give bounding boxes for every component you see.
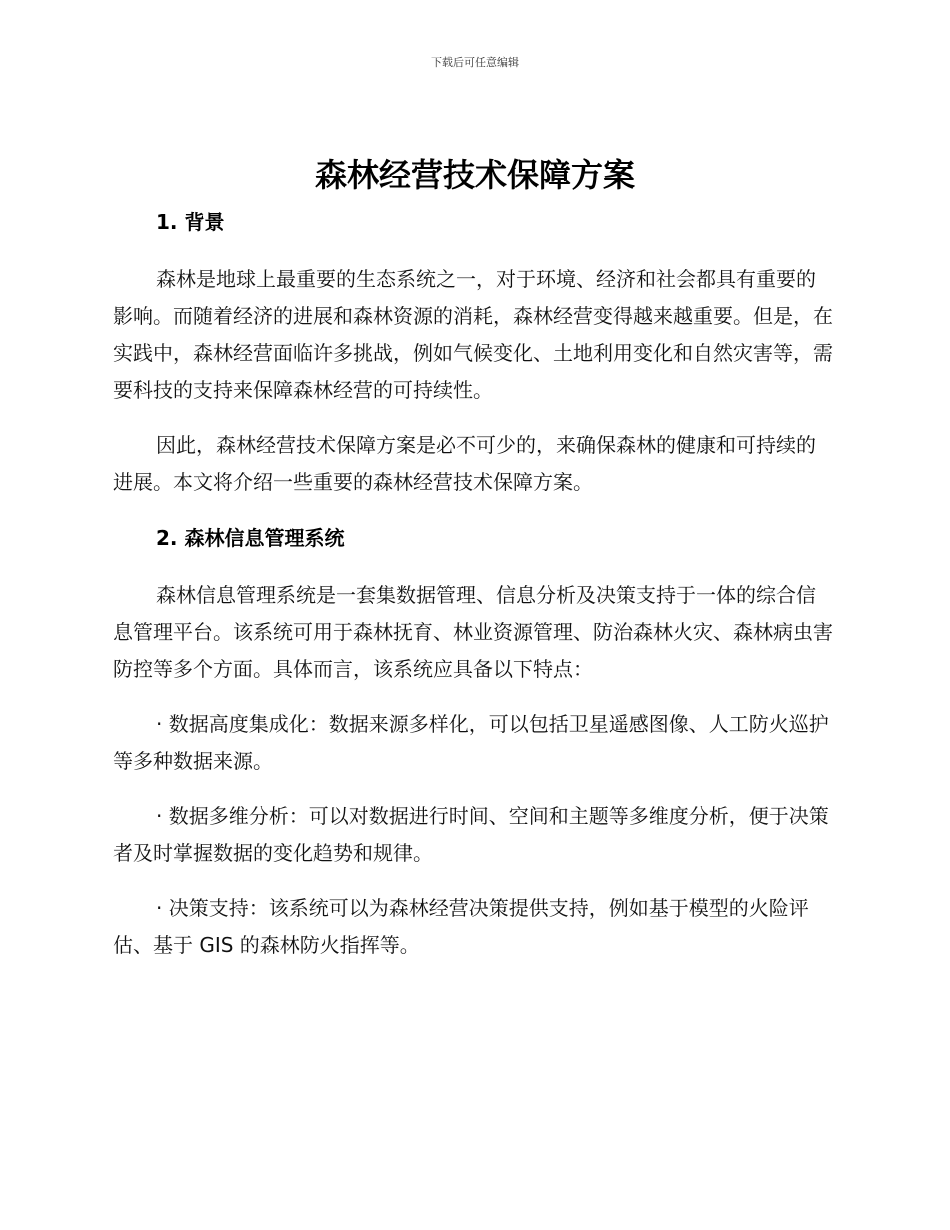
- page-header-note: 下载后可任意编辑: [431, 56, 519, 69]
- document-title: 森林经营技术保障方案: [314, 156, 635, 194]
- section-heading-forest-info-system: 2. 森林信息管理系统: [156, 526, 345, 550]
- section-heading-background: 1. 背景: [156, 210, 225, 234]
- bullet-item-multidimensional-analysis: · 数据多维分析：可以对数据进行时间、空间和主题等多维度分析，便于决策者及时掌握数据的变化趋势和规律。: [113, 804, 829, 865]
- bullet-item-data-integration: · 数据高度集成化：数据来源多样化，可以包括卫星遥感图像、人工防火巡护等多种数据来源。: [113, 712, 829, 773]
- paragraph-forest-info-system-intro: 森林信息管理系统是一套集数据管理、信息分析及决策支持于一体的综合信息管理平台。该系统可用于森林抚育、林业资源管理、防治森林火灾、森林病虫害防控等多个方面。具体而言，该系统应具备以下特点：: [113, 583, 833, 681]
- bullet-item-decision-support: · 决策支持：该系统可以为森林经营决策提供支持，例如基于模型的火险评估、基于 GIS 的森林防火指挥等。: [113, 896, 809, 957]
- paragraph-background-1: 森林是地球上最重要的生态系统之一，对于环境、经济和社会都具有重要的影响。而随着经济的进展和森林资源的消耗，森林经营变得越来越重要。但是，在实践中，森林经营面临许多挑战，例如气候变化、土地利用变化和自然灾害等，需要科技的支持来保障森林经营的可持续性。: [113, 267, 833, 402]
- document-body: [113, 205, 833, 964]
- paragraph-background-2: 因此，森林经营技术保障方案是必不可少的，来确保森林的健康和可持续的进展。本文将介绍一些重要的森林经营技术保障方案。: [113, 433, 816, 494]
